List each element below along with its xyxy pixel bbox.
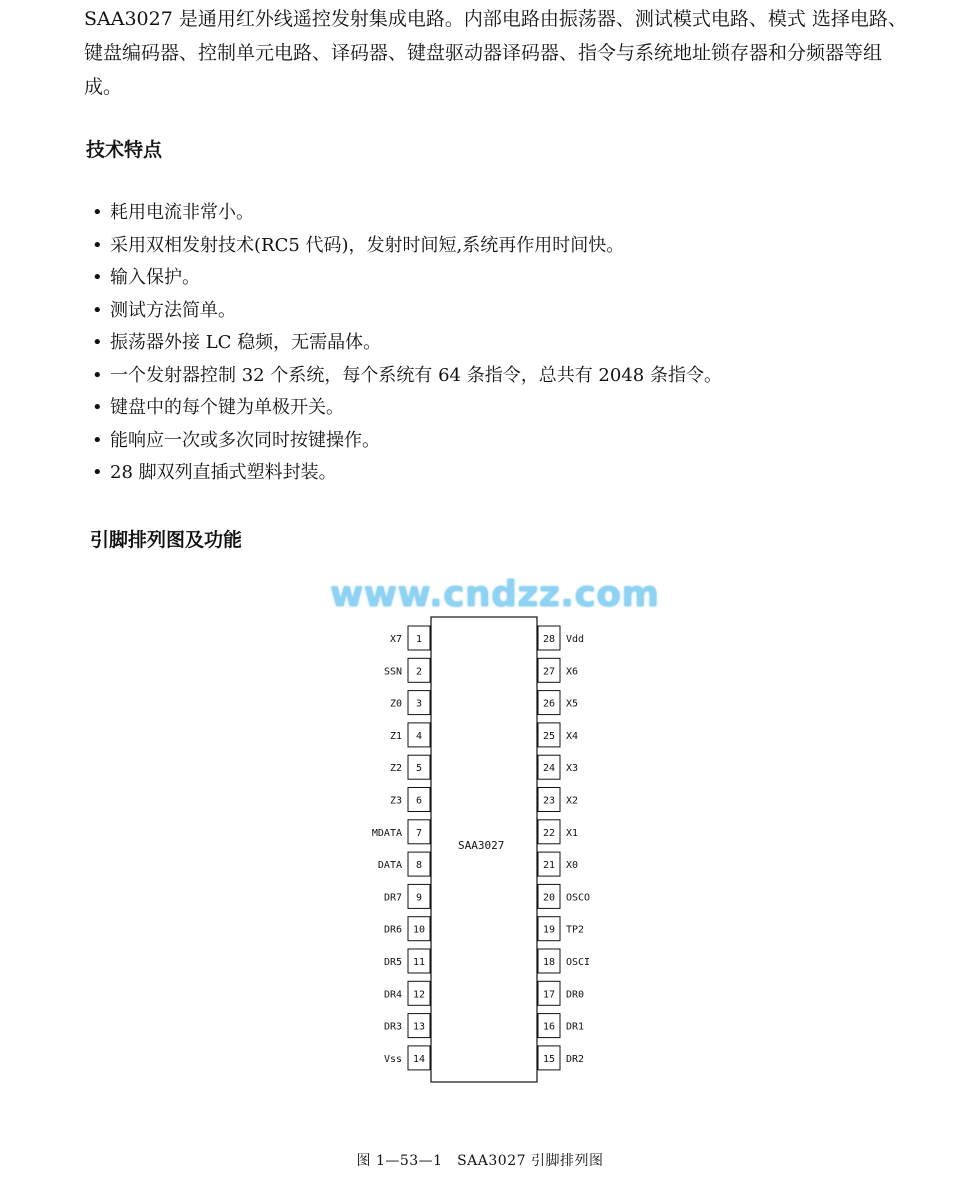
left-pin-label: DR7 bbox=[383, 892, 402, 904]
left-pin-label: DATA bbox=[377, 860, 402, 872]
left-pin-number: 6 bbox=[415, 795, 423, 807]
feature-text: 28 脚双列直插式塑料封装。 bbox=[110, 462, 337, 483]
right-pin-label: X3 bbox=[566, 763, 579, 775]
right-pin-number: 20 bbox=[542, 892, 556, 904]
bullet: • bbox=[92, 299, 103, 321]
right-pin-label: X5 bbox=[566, 698, 579, 710]
intro-paragraph: SAA3027 是通用红外线遥控发射集成电路。内部电路由振荡器、测试模式电路、模式 选择电路、键盘编码器、控制单元电路、译码器、键盘驱动器译码器、指令与系统地址锁存器和分频器等组成。 bbox=[84, 8, 907, 98]
left-pin-number: 14 bbox=[412, 1053, 426, 1065]
features-heading: 技术特点 bbox=[86, 139, 163, 161]
bullet: • bbox=[92, 364, 103, 386]
left-pin-number: 1 bbox=[415, 634, 423, 645]
left-pin-label: Z3 bbox=[389, 795, 402, 807]
left-pin-number: 10 bbox=[412, 924, 426, 936]
right-pin-label: X0 bbox=[566, 860, 579, 872]
left-pin-label: Z0 bbox=[389, 698, 402, 710]
right-pin-number: 23 bbox=[542, 795, 556, 807]
feature-text: 输入保护。 bbox=[110, 267, 200, 288]
right-pin-label: DR0 bbox=[566, 989, 585, 1001]
feature-text: 一个发射器控制 32 个系统，每个系统有 64 条指令，总共有 2048 条指令。 bbox=[110, 364, 722, 386]
left-pin-number: 8 bbox=[415, 860, 423, 872]
right-pin-label: Vdd bbox=[566, 634, 585, 645]
chip-name: SAA3027 bbox=[458, 839, 505, 852]
left-pin-label: SSN bbox=[383, 666, 402, 678]
right-pin-label: OSCO bbox=[566, 892, 591, 904]
watermark: www.cndzz.com bbox=[330, 574, 660, 615]
right-pin-number: 28 bbox=[542, 634, 556, 645]
right-pin-number: 22 bbox=[542, 827, 556, 839]
right-pin-label: OSCI bbox=[566, 957, 591, 968]
left-pin-number: 3 bbox=[415, 698, 423, 710]
right-pin-label: X4 bbox=[566, 730, 579, 742]
right-pin-label: TP2 bbox=[566, 924, 585, 936]
right-pin-number: 25 bbox=[542, 730, 556, 742]
right-pin-label: DR1 bbox=[566, 1021, 585, 1033]
left-pin-label: Z1 bbox=[389, 730, 402, 742]
feature-text: 振荡器外接 LC 稳频，无需晶体。 bbox=[110, 332, 382, 353]
right-pin-number: 19 bbox=[542, 924, 556, 936]
left-pin-label: DR5 bbox=[383, 957, 402, 968]
left-pin-number: 11 bbox=[412, 957, 426, 968]
left-pin-number: 12 bbox=[412, 989, 426, 1001]
right-pin-number: 21 bbox=[542, 860, 556, 872]
left-pin-number: 2 bbox=[415, 666, 423, 678]
bullet: • bbox=[92, 462, 103, 483]
right-pin-number: 18 bbox=[542, 957, 556, 968]
left-pin-label: DR4 bbox=[383, 989, 402, 1001]
feature-text: 测试方法简单。 bbox=[110, 299, 236, 321]
bullet: • bbox=[92, 332, 103, 353]
right-pin-label: DR2 bbox=[566, 1053, 585, 1065]
left-pin-number: 13 bbox=[412, 1021, 426, 1033]
left-pin-label: X7 bbox=[389, 634, 402, 645]
feature-text: 采用双相发射技术(RC5 代码)，发射时间短,系统再作用时间快。 bbox=[110, 234, 625, 256]
feature-text: 耗用电流非常小。 bbox=[110, 202, 254, 223]
right-pin-number: 17 bbox=[542, 989, 556, 1001]
left-pin-label: DR6 bbox=[383, 924, 402, 936]
left-pin-number: 5 bbox=[415, 763, 423, 775]
left-pin-label: DR3 bbox=[383, 1021, 402, 1033]
figure-caption: 图 1—53—1 SAA3027 引脚排列图 bbox=[356, 1153, 604, 1169]
bullet: • bbox=[92, 202, 103, 223]
left-pin-label: MDATA bbox=[371, 827, 402, 839]
left-pin-label: Vss bbox=[383, 1053, 402, 1065]
right-pin-number: 27 bbox=[542, 666, 556, 678]
bullet: • bbox=[92, 267, 103, 288]
right-pin-number: 24 bbox=[542, 763, 556, 775]
bullet: • bbox=[92, 234, 103, 256]
right-pin-number: 15 bbox=[542, 1053, 556, 1065]
feature-text: 键盘中的每个键为单极开关。 bbox=[110, 397, 344, 418]
right-pin-label: X2 bbox=[566, 795, 579, 807]
bullet: • bbox=[92, 429, 103, 451]
right-pin-label: X6 bbox=[566, 666, 579, 678]
left-pin-number: 4 bbox=[415, 730, 423, 742]
left-pin-number: 7 bbox=[415, 827, 423, 839]
right-pin-number: 16 bbox=[542, 1021, 556, 1033]
bullet: • bbox=[92, 397, 103, 418]
left-pin-number: 9 bbox=[415, 892, 423, 904]
pinout-heading: 引脚排列图及功能 bbox=[90, 529, 243, 551]
right-pin-label: X1 bbox=[566, 827, 579, 839]
feature-text: 能响应一次或多次同时按键操作。 bbox=[110, 429, 380, 451]
left-pin-label: Z2 bbox=[389, 763, 402, 775]
right-pin-number: 26 bbox=[542, 698, 556, 710]
